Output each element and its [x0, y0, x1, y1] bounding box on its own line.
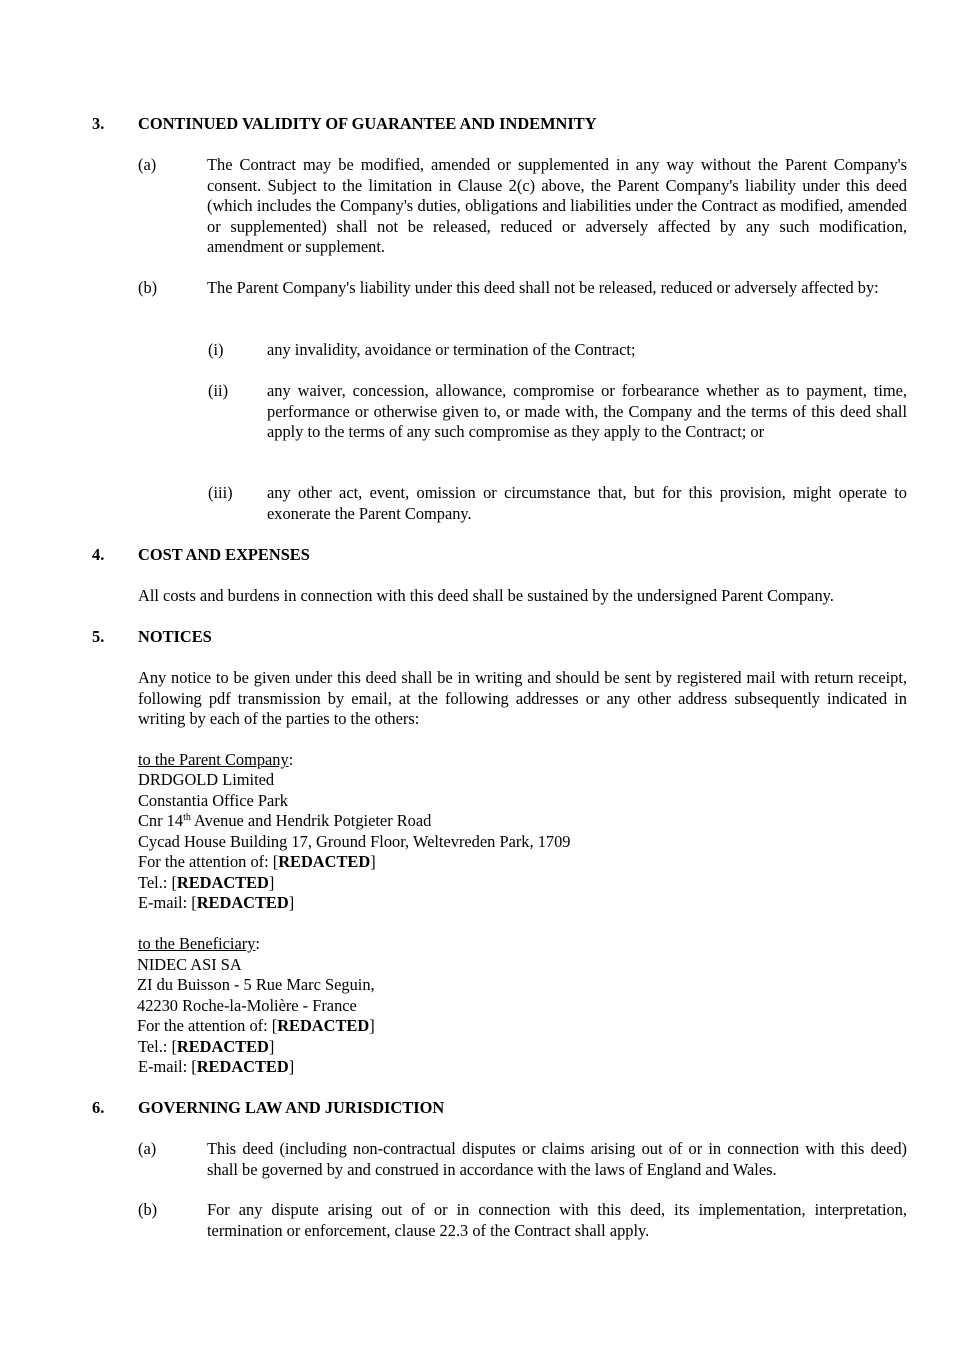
- section-3b-ii-label: (ii): [208, 381, 229, 400]
- section-5-title: NOTICES: [138, 627, 212, 646]
- section-4-number: 4.: [92, 545, 105, 564]
- beneficiary-tel: Tel.: [REDACTED]: [138, 1037, 275, 1056]
- section-5-text: Any notice to be given under this deed shall be in writing and should be sent by registered mail with return receipt, following pdf transmission by email, at the following addresses or any other address subsequently indicated in writing by each of the parties to the others:: [138, 668, 907, 728]
- parent-tel: Tel.: [REDACTED]: [138, 873, 275, 892]
- section-6-title: GOVERNING LAW AND JURISDICTION: [138, 1098, 445, 1117]
- parent-company-heading: to the Parent Company:: [138, 750, 294, 769]
- beneficiary-address-line2: 42230 Roche-la-Molière - France: [137, 996, 357, 1015]
- section-6a-text: This deed (including non-contractual disputes or claims arising out of or in connection with this deed) shall be governed by and construed in accordance with the laws of England and Wales.: [207, 1139, 907, 1179]
- section-3b-ii-text: any waiver, concession, allowance, compromise or forbearance whether as to payment, time, performance or otherwise given to, or made with, the Company and the terms of this deed shall apply to the terms of any such compromise as they apply to the Contract; or: [267, 381, 907, 441]
- section-6-number: 6.: [92, 1098, 105, 1117]
- section-3b-label: (b): [138, 278, 158, 297]
- section-6a-label: (a): [138, 1139, 157, 1158]
- section-3-number: 3.: [92, 114, 105, 133]
- section-3a-label: (a): [138, 155, 157, 174]
- section-3-title: CONTINUED VALIDITY OF GUARANTEE AND INDEMNITY: [138, 114, 597, 133]
- section-3b-iii-label: (iii): [208, 483, 233, 502]
- section-4-title: COST AND EXPENSES: [138, 545, 310, 564]
- parent-address-line1: Constantia Office Park: [138, 791, 288, 810]
- beneficiary-attention: For the attention of: [REDACTED]: [137, 1016, 375, 1035]
- section-3b-text: The Parent Company's liability under this deed shall not be released, reduced or adversely affected by:: [207, 278, 879, 297]
- parent-company-name: DRDGOLD Limited: [138, 770, 275, 789]
- beneficiary-address-line1: ZI du Buisson - 5 Rue Marc Seguin,: [137, 975, 375, 994]
- beneficiary-email: E-mail: [REDACTED]: [138, 1057, 295, 1076]
- beneficiary-name: NIDEC ASI SA: [137, 955, 242, 974]
- parent-address-line2: Cnr 14th Avenue and Hendrik Potgieter Road: [138, 811, 432, 830]
- parent-attention: For the attention of: [REDACTED]: [138, 852, 376, 871]
- parent-email: E-mail: [REDACTED]: [138, 893, 295, 912]
- section-3b-i-text: any invalidity, avoidance or termination of the Contract;: [267, 340, 636, 359]
- section-4-text: All costs and burdens in connection with this deed shall be sustained by the undersigned Parent Company.: [138, 586, 834, 605]
- parent-address-line3: Cycad House Building 17, Ground Floor, Weltevreden Park, 1709: [138, 832, 571, 851]
- section-3b-iii-text: any other act, event, omission or circumstance that, but for this provision, might operate to exonerate the Parent Company.: [267, 483, 907, 523]
- section-6b-label: (b): [138, 1200, 158, 1219]
- section-3b-i-label: (i): [208, 340, 224, 359]
- section-6b-text: For any dispute arising out of or in connection with this deed, its implementation, interpretation, termination or enforcement, clause 22.3 of the Contract shall apply.: [207, 1200, 907, 1240]
- beneficiary-heading: to the Beneficiary:: [138, 934, 260, 953]
- section-3a-text: The Contract may be modified, amended or supplemented in any way without the Parent Company's consent. Subject to the limitation in Clause 2(c) above, the Parent Company's liability under this deed (which includes the Company's duties, obligations and liabilities under the Contract as modified, amended or supplemented) shall not be released, reduced or adversely affected by any such modification, amendment or supplement.: [207, 155, 907, 256]
- section-5-number: 5.: [92, 627, 105, 646]
